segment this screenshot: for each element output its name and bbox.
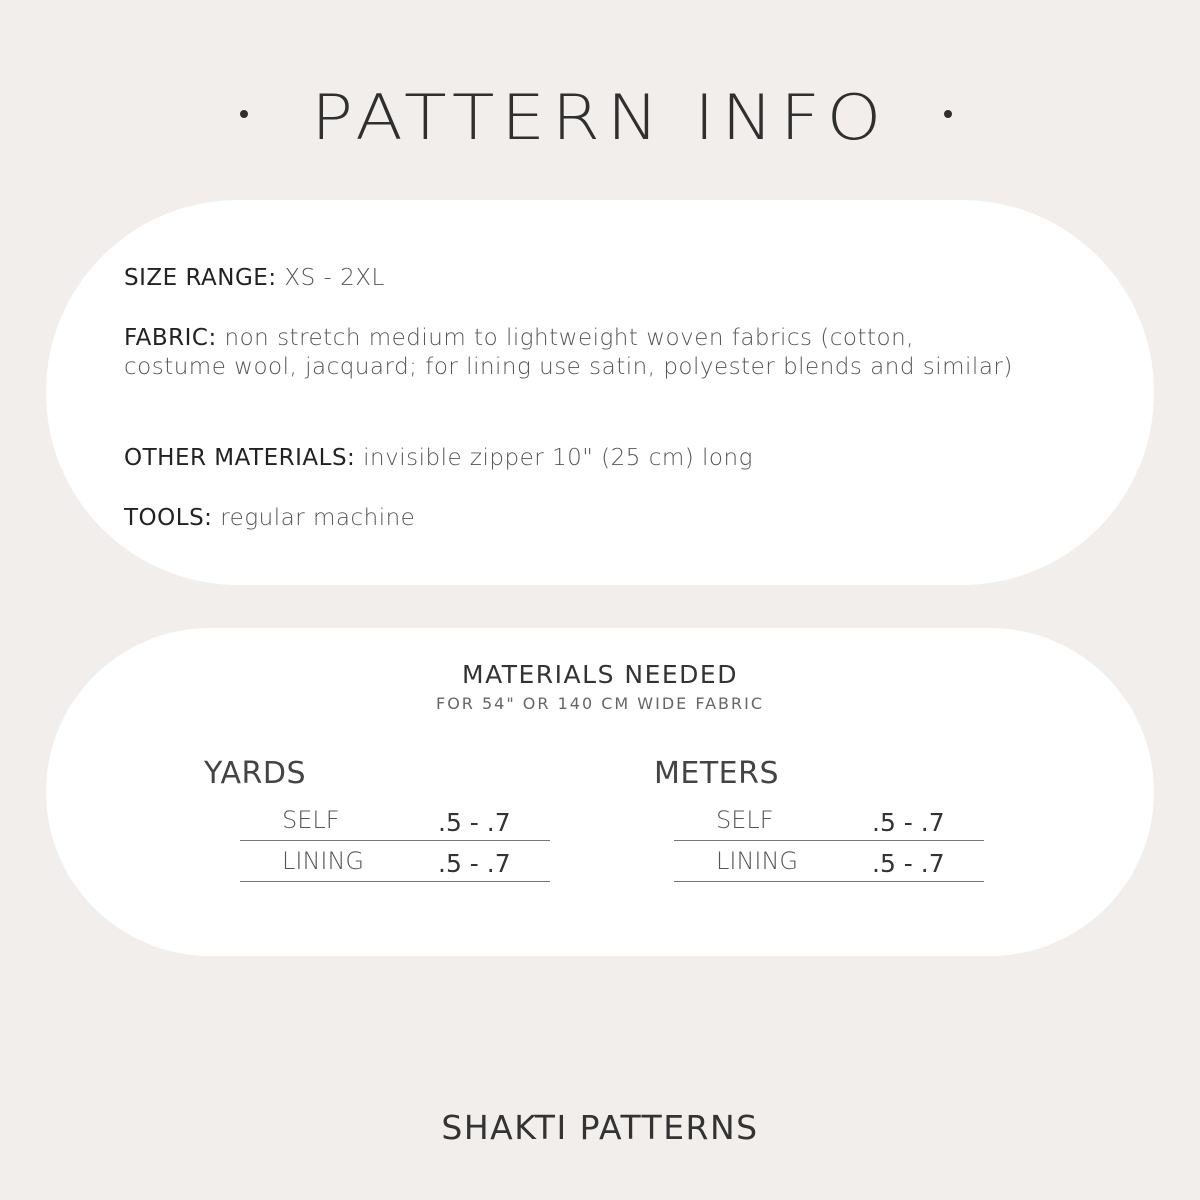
brand-footer: SHAKTI PATTERNS [441,1108,759,1147]
other-materials-value: invisible zipper 10" (25 cm) long [363,445,753,471]
table-row [674,841,984,882]
yards-table [240,800,550,882]
meters-lining-label: LINING [716,847,799,875]
table-row [240,841,550,882]
yards-lining-label: LINING [282,847,365,875]
meters-table [674,800,984,882]
tools-row [124,504,1024,533]
page-title: PATTERN INFO [311,81,889,154]
size-range-value: XS - 2XL [284,265,385,291]
tools-label: TOOLS: [124,505,213,531]
yards-self-label: SELF [282,806,340,834]
tools-value: regular machine [220,505,416,531]
yards-lining-value: .5 - .7 [438,849,511,878]
table-row [674,800,984,841]
other-materials-row [124,444,1024,473]
fabric-value: non stretch medium to lightweight woven fabrics (cotton, costume wool, jacquard; for lining use satin, polyester blends and similar) [124,325,1013,380]
size-range-label: SIZE RANGE: [124,265,277,291]
meters-lining-value: .5 - .7 [872,849,945,878]
fabric-row [124,324,1024,382]
materials-subtitle: FOR 54" OR 140 CM WIDE FABRIC [435,694,764,713]
materials-title: MATERIALS NEEDED [462,660,738,689]
table-row [240,800,550,841]
header [0,78,1200,158]
meters-self-value: .5 - .7 [872,808,945,837]
size-range-row [124,264,1024,293]
meters-heading: METERS [654,756,780,791]
other-materials-label: OTHER MATERIALS: [124,445,356,471]
yards-heading: YARDS [204,756,307,791]
title-right-dot [944,110,952,118]
fabric-label: FABRIC: [124,325,217,351]
yards-self-value: .5 - .7 [438,808,511,837]
meters-self-label: SELF [716,806,774,834]
